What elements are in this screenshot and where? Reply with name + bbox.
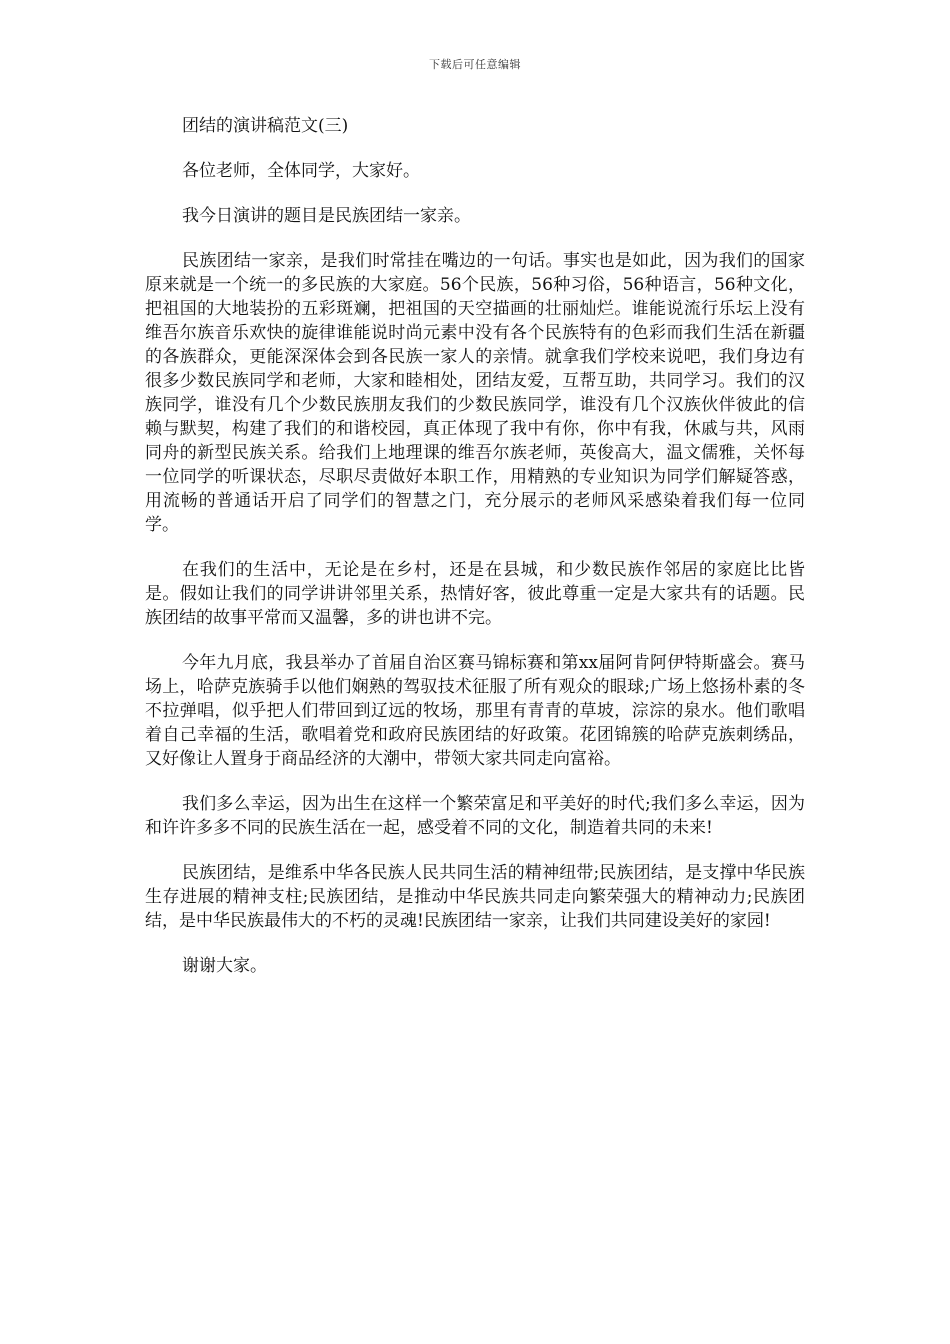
- body-paragraph: 民族团结，是维系中华各民族人民共同生活的精神纽带;民族团结，是支撑中华民族生存进展的精神支柱;民族团结，是推动中华民族共同走向繁荣强大的精神动力;民族团结，是中华民族最伟大的不朽的灵魂!民族团结一家亲，让我们共同建设美好的家园!: [145, 863, 805, 931]
- body-paragraph: 在我们的生活中，无论是在乡村，还是在县城，和少数民族作邻居的家庭比比皆是。假如让我们的同学讲讲邻里关系，热情好客，彼此尊重一定是大家共有的话题。民族团结的故事平常而又温馨，多的讲也讲不完。: [145, 560, 805, 628]
- body-paragraph: 今年九月底，我县举办了首届自治区赛马锦标赛和第xx届阿肯阿伊特斯盛会。赛马场上，哈萨克族骑手以他们娴熟的驾驭技术征服了所有观众的眼球;广场上悠扬朴素的冬不拉弹唱，似乎把人们带回到辽远的牧场，那里有青青的草坡，淙淙的泉水。他们歌唱着自己幸福的生活，歌唱着党和政府民族团结的好政策。花团锦簇的哈萨克族刺绣品，又好像让人置身于商品经济的大潮中，带领大家共同走向富裕。: [145, 653, 805, 769]
- document-body: [145, 114, 805, 999]
- page-header: 下载后可任意编辑: [429, 58, 521, 71]
- body-paragraph: 民族团结一家亲，是我们时常挂在嘴边的一句话。事实也是如此，因为我们的国家原来就是一个统一的多民族的大家庭。56个民族，56种习俗，56种语言，56种文化，把祖国的大地装扮的五彩斑斓，把祖国的天空描画的壮丽灿烂。谁能说流行乐坛上没有维吾尔族音乐欢快的旋律谁能说时尚元素中没有各个民族特有的色彩而我们生活在新疆的各族群众，更能深深体会到各民族一家人的亲情。就拿我们学校来说吧，我们身边有很多少数民族同学和老师，大家和睦相处，团结友爱，互帮互助，共同学习。我们的汉族同学，谁没有几个少数民族朋友我们的少数民族同学，谁没有几个汉族伙伴彼此的信赖与默契，构建了我们的和谐校园，真正体现了我中有你，你中有我，休戚与共，风雨同舟的新型民族关系。给我们上地理课的维吾尔族老师，英俊高大，温文儒雅，关怀每一位同学的听课状态，尽职尽责做好本职工作，用精熟的专业知识为同学们解疑答惑，用流畅的普通话开启了同学们的智慧之门，充分展示的老师风采感染着我们每一位同学。: [145, 251, 805, 535]
- topic-paragraph: 我今日演讲的题目是民族团结一家亲。: [182, 206, 471, 226]
- closing-paragraph: 谢谢大家。: [182, 956, 267, 976]
- document-title: 团结的演讲稿范文(三): [182, 116, 349, 136]
- greeting-paragraph: 各位老师，全体同学，大家好。: [182, 161, 420, 181]
- body-paragraph: 我们多么幸运，因为出生在这样一个繁荣富足和平美好的时代;我们多么幸运，因为和许许多多不同的民族生活在一起，感受着不同的文化，制造着共同的未来!: [145, 794, 805, 838]
